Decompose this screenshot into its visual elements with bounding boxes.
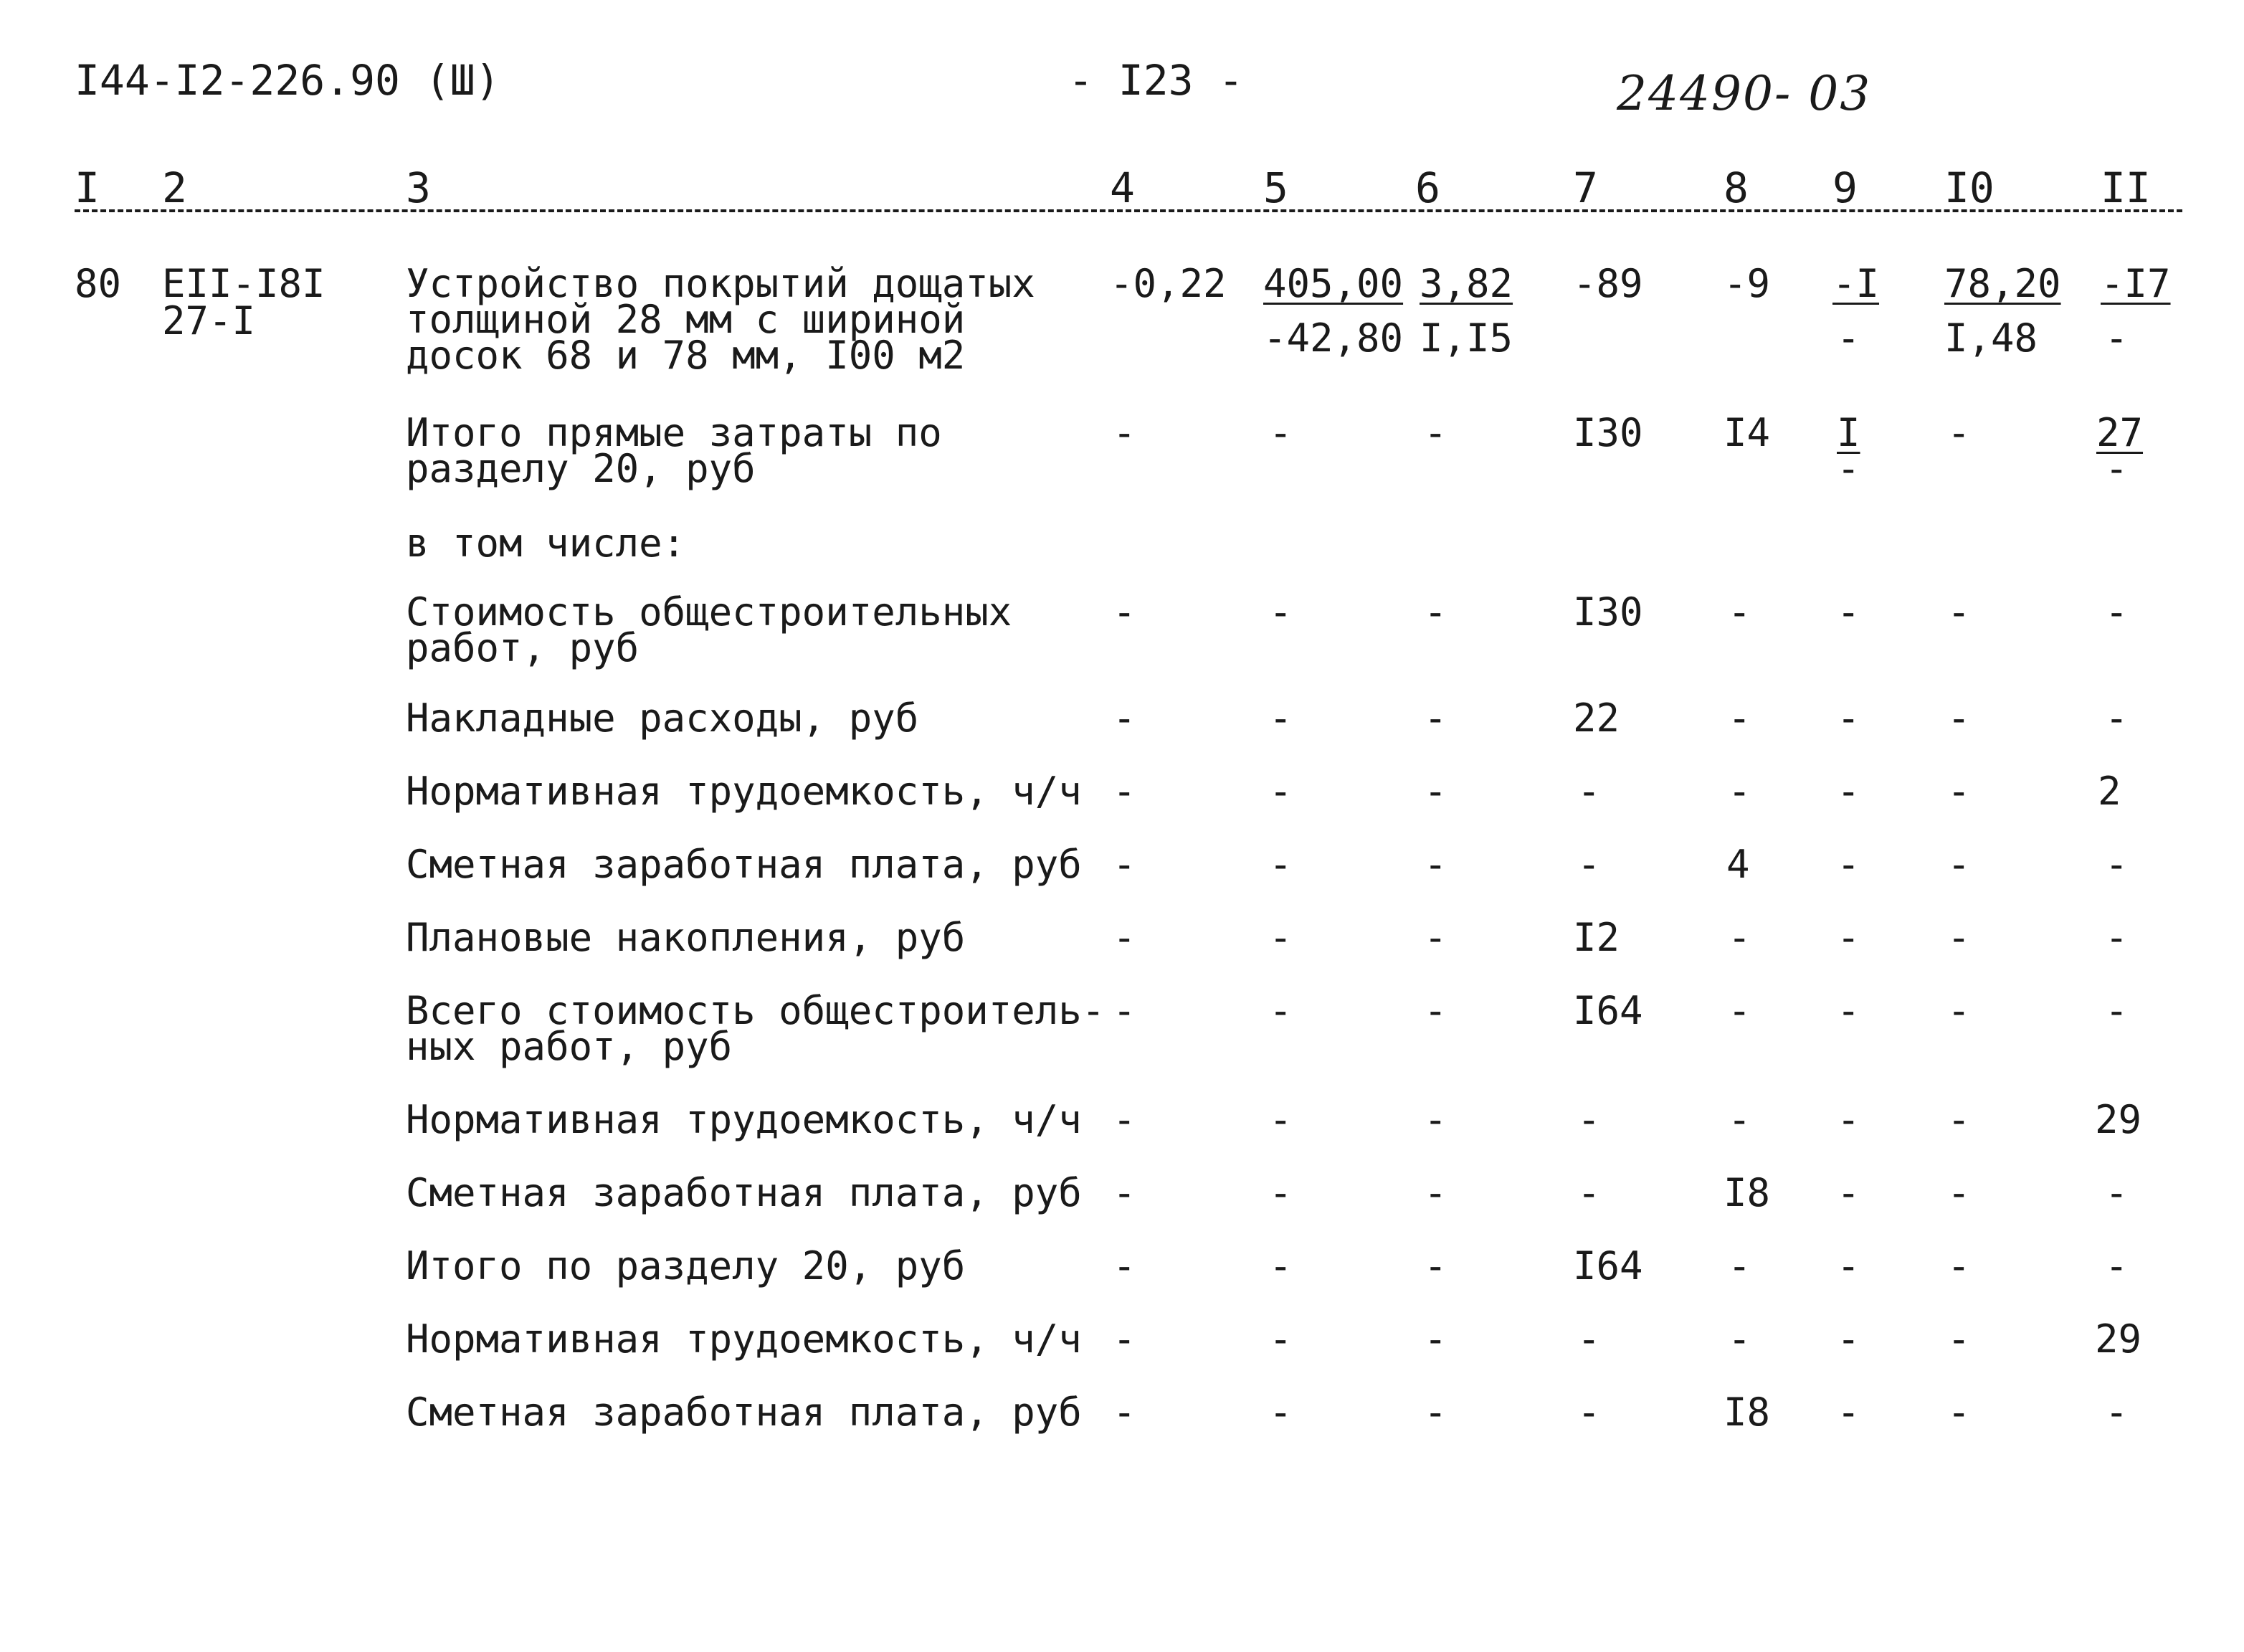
row-col4: - (1113, 1170, 1136, 1215)
row-col4: - (1113, 589, 1136, 635)
row-col6: - (1424, 589, 1447, 635)
row-col5: - (1269, 1097, 1293, 1142)
document-code: I44-I2-226.90 (Ш) (75, 56, 500, 105)
row-col7: - (1577, 1390, 1601, 1435)
row-col7: - (1577, 1170, 1601, 1215)
col-number-2: 2 (162, 163, 187, 212)
row-col11: - (2105, 1243, 2129, 1288)
row-col11: - (2105, 696, 2129, 741)
row-col5: - (1269, 1243, 1293, 1288)
row-col7: 22 (1573, 696, 1620, 741)
row-col8: - (1728, 696, 1751, 741)
row-col5: - (1269, 1390, 1293, 1435)
row-label-line1: в том числе: (406, 521, 686, 566)
row-label-line1: Нормативная трудоемкость, ч/ч (406, 1316, 1082, 1362)
row-col9: - (1837, 842, 1860, 887)
row-col5: - (1269, 589, 1293, 635)
col-number-5: 5 (1263, 163, 1288, 212)
row-col8: - (1728, 1097, 1751, 1142)
row-col9: - (1837, 1390, 1860, 1435)
row-col7: I64 (1573, 1243, 1643, 1288)
row-col8: I4 (1724, 410, 1771, 455)
row-col9-sub: - (1837, 446, 1860, 491)
row-col4: - (1113, 1097, 1136, 1142)
row-col11-sub: - (2105, 446, 2129, 491)
row-col7: I30 (1573, 410, 1643, 455)
row-col11: - (2105, 915, 2129, 960)
row-col5: - (1269, 696, 1293, 741)
entry-col9-top: -I (1832, 261, 1880, 306)
row-col8: - (1728, 1316, 1751, 1362)
row-label-line1: Плановые накопления, руб (406, 915, 966, 960)
row-col5: - (1269, 988, 1293, 1033)
row-label-line2: работ, руб (406, 625, 640, 670)
row-label-line2: разделу 20, руб (406, 446, 756, 491)
entry-col7: -89 (1573, 261, 1643, 306)
row-col4: - (1113, 410, 1136, 455)
handwritten-number: 24490- 03 (1617, 66, 1872, 121)
col-number-4: 4 (1110, 163, 1135, 212)
col-number-10: I0 (1944, 163, 1995, 212)
row-col7: - (1577, 1316, 1601, 1362)
entry-code-line1: ЕII-I8I (162, 261, 325, 306)
row-col6: - (1424, 1390, 1447, 1435)
row-col7: - (1577, 1097, 1601, 1142)
row-col6: - (1424, 1243, 1447, 1288)
entry-col6-top: 3,82 (1420, 261, 1513, 306)
row-label-line1: Нормативная трудоемкость, ч/ч (406, 769, 1082, 814)
col-number-11: II (2101, 163, 2151, 212)
row-col6: - (1424, 696, 1447, 741)
row-col7: I30 (1573, 589, 1643, 635)
row-label-line2: ных работ, руб (406, 1024, 733, 1069)
entry-col6-bottom: I,I5 (1420, 315, 1513, 361)
row-col8: I8 (1724, 1390, 1771, 1435)
row-col5: - (1269, 1316, 1293, 1362)
col-number-3: 3 (406, 163, 431, 212)
entry-code-line2: 27-I (162, 298, 256, 343)
row-col5: - (1269, 769, 1293, 814)
row-col11: 2 (2098, 769, 2121, 814)
entry-col5-bottom: -42,80 (1263, 315, 1404, 361)
row-col8: - (1728, 988, 1751, 1033)
row-col6: - (1424, 410, 1447, 455)
row-col9: I (1837, 410, 1860, 455)
row-col7: I2 (1573, 915, 1620, 960)
entry-description-line3: досок 68 и 78 мм, I00 м2 (406, 333, 966, 378)
entry-col5-top: 405,00 (1263, 261, 1404, 306)
entry-col10-top: 78,20 (1944, 261, 2061, 306)
row-col11: 29 (2095, 1097, 2142, 1142)
row-col4: - (1113, 1243, 1136, 1288)
row-col7: I64 (1573, 988, 1643, 1033)
row-col9: - (1837, 696, 1860, 741)
row-label-line1: Итого по разделу 20, руб (406, 1243, 966, 1288)
row-col10: - (1947, 1316, 1971, 1362)
row-col8: I8 (1724, 1170, 1771, 1215)
row-col6: - (1424, 1170, 1447, 1215)
row-col9: - (1837, 1097, 1860, 1142)
row-col10: - (1947, 1170, 1971, 1215)
entry-number: 80 (75, 261, 122, 306)
row-label-line1: Всего стоимость общестроитель- (406, 988, 1106, 1033)
row-col5: - (1269, 915, 1293, 960)
row-label-line1: Стоимость общестроительных (406, 589, 1012, 635)
row-col4: - (1113, 1390, 1136, 1435)
row-col7: - (1577, 769, 1601, 814)
row-col9: - (1837, 589, 1860, 635)
row-col11: - (2105, 988, 2129, 1033)
row-label-line1: Накладные расходы, руб (406, 696, 919, 741)
entry-description-line2: толщиной 28 мм с шириной (406, 297, 966, 342)
row-col7: - (1577, 842, 1601, 887)
entry-col8: -9 (1724, 261, 1771, 306)
row-col6: - (1424, 1316, 1447, 1362)
row-col10: - (1947, 589, 1971, 635)
row-col10: - (1947, 769, 1971, 814)
row-col5: - (1269, 1170, 1293, 1215)
row-col6: - (1424, 769, 1447, 814)
row-col6: - (1424, 842, 1447, 887)
row-col10: - (1947, 1243, 1971, 1288)
row-col5: - (1269, 410, 1293, 455)
row-col4: - (1113, 769, 1136, 814)
row-col8: 4 (1726, 842, 1750, 887)
row-col11: - (2105, 842, 2129, 887)
page-number: - I23 - (1068, 56, 1244, 105)
row-col10: - (1947, 988, 1971, 1033)
row-col11: - (2105, 1170, 2129, 1215)
col-number-6: 6 (1415, 163, 1440, 212)
col-number-9: 9 (1832, 163, 1858, 212)
row-col11: - (2105, 1390, 2129, 1435)
row-col10: - (1947, 1097, 1971, 1142)
entry-col10-bottom: I,48 (1944, 315, 2038, 361)
entry-col4: -0,22 (1110, 261, 1227, 306)
row-col10: - (1947, 842, 1971, 887)
row-col6: - (1424, 1097, 1447, 1142)
row-col10: - (1947, 696, 1971, 741)
row-label-line1: Сметная заработная плата, руб (406, 842, 1082, 887)
row-label-line1: Сметная заработная плата, руб (406, 1390, 1082, 1435)
row-label-line1: Нормативная трудоемкость, ч/ч (406, 1097, 1082, 1142)
row-col11: 27 (2096, 410, 2144, 455)
row-label-line1: Итого прямые затраты по (406, 410, 942, 455)
row-col8: - (1728, 589, 1751, 635)
row-col11: - (2105, 589, 2129, 635)
row-label-line1: Сметная заработная плата, руб (406, 1170, 1082, 1215)
col-number-7: 7 (1573, 163, 1598, 212)
row-col9: - (1837, 915, 1860, 960)
row-col8: - (1728, 915, 1751, 960)
row-col10: - (1947, 410, 1971, 455)
col-number-1: I (75, 163, 100, 212)
entry-col11-bottom: - (2105, 315, 2129, 361)
row-col9: - (1837, 769, 1860, 814)
row-col8: - (1728, 1243, 1751, 1288)
entry-col11-top: -I7 (2101, 261, 2171, 306)
row-col4: - (1113, 915, 1136, 960)
row-col5: - (1269, 842, 1293, 887)
row-col6: - (1424, 915, 1447, 960)
row-col9: - (1837, 988, 1860, 1033)
row-col8: - (1728, 769, 1751, 814)
entry-description-line1: Устройство покрытий дощатых (406, 261, 1035, 306)
entry-col9-bottom: - (1837, 315, 1860, 361)
row-col9: - (1837, 1316, 1860, 1362)
row-col10: - (1947, 1390, 1971, 1435)
row-col4: - (1113, 1316, 1136, 1362)
row-col11: 29 (2095, 1316, 2142, 1362)
col-number-8: 8 (1724, 163, 1749, 212)
row-col4: - (1113, 988, 1136, 1033)
row-col4: - (1113, 696, 1136, 741)
row-col6: - (1424, 988, 1447, 1033)
row-col9: - (1837, 1243, 1860, 1288)
row-col10: - (1947, 915, 1971, 960)
row-col4: - (1113, 842, 1136, 887)
row-col9: - (1837, 1170, 1860, 1215)
